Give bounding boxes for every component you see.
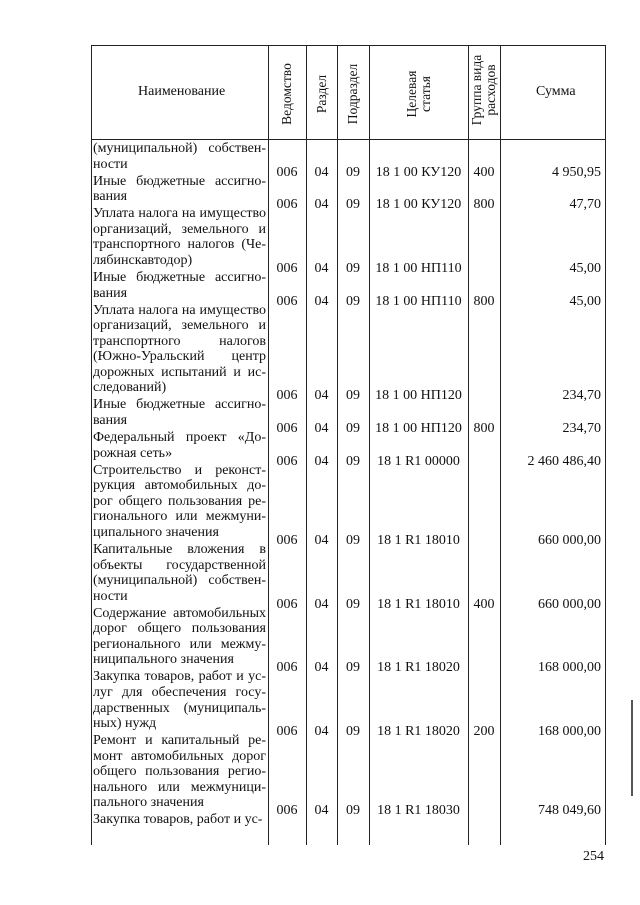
table-row-name-line: ниципального значения	[93, 652, 234, 668]
cell-razdel: 04	[314, 260, 329, 276]
cell-gruppa-vida: 800	[473, 197, 495, 213]
table-row-name-line: (муниципальной) собствен-	[93, 573, 266, 589]
cell-vedomstvo: 006	[276, 660, 298, 676]
cell-podrazdel: 09	[346, 293, 360, 309]
table-row-name-line: транспортного налогов (Че-	[93, 237, 266, 253]
table-row-name-line: лябинскавтодор)	[93, 252, 193, 268]
cell-summa: 45,00	[569, 293, 601, 309]
header-gruppa-vida-rashodov: Группа вида расходов	[469, 54, 498, 126]
cell-gruppa-vida: 400	[473, 596, 495, 612]
table-row-name-line: ности	[93, 588, 128, 604]
header-vedomstvo: Ведомство	[279, 63, 294, 125]
table-row-name-line: Иные бюджетные ассигно-	[93, 270, 266, 286]
header-podrazdel: Подраздел	[345, 63, 360, 125]
cell-vedomstvo: 006	[276, 388, 298, 404]
cell-celevaya-statya: 18 1 00 НП110	[375, 293, 462, 309]
table-column-border	[605, 45, 606, 845]
table-row-name-line: ципального значения	[93, 524, 219, 540]
table-row-name-line: дорожных испытаний и ис-	[93, 364, 266, 380]
cell-vedomstvo: 006	[276, 421, 298, 436]
cell-podrazdel: 09	[346, 197, 360, 213]
cell-summa: 168 000,00	[538, 724, 601, 740]
cell-gruppa-vida: 800	[473, 421, 495, 436]
cell-celevaya-statya: 18 1 R1 18010	[377, 596, 460, 612]
cell-podrazdel: 09	[346, 421, 360, 436]
table-row-name-line: (Южно-Уральский центр	[93, 349, 266, 365]
cell-vedomstvo: 006	[276, 803, 298, 819]
cell-summa: 234,70	[562, 388, 601, 404]
cell-razdel: 04	[314, 388, 329, 404]
cell-podrazdel: 09	[346, 388, 360, 404]
table-column-border	[91, 45, 92, 845]
page-number: 254	[583, 849, 604, 864]
cell-celevaya-statya: 18 1 00 КУ120	[375, 164, 462, 180]
table-row-name-line: следований)	[93, 380, 167, 396]
cell-summa: 4 950,95	[552, 164, 601, 180]
header-razdel: Раздел	[313, 74, 329, 114]
table-row-name-line: объекты государственной	[93, 557, 266, 573]
cell-vedomstvo: 006	[276, 164, 298, 180]
cell-summa: 660 000,00	[538, 532, 601, 548]
cell-podrazdel: 09	[346, 660, 360, 676]
cell-vedomstvo: 006	[276, 596, 298, 612]
table-row-name-line: Иные бюджетные ассигно-	[93, 397, 266, 413]
cell-celevaya-statya: 18 1 00 НП120	[375, 421, 462, 436]
cell-summa: 2 460 486,40	[527, 453, 601, 469]
cell-podrazdel: 09	[346, 724, 360, 740]
cell-celevaya-statya: 18 1 00 КУ120	[375, 197, 462, 213]
table-top-border	[91, 45, 606, 46]
cell-celevaya-statya: 18 1 R1 00000	[377, 453, 460, 469]
table-row-name-line: рог общего пользования ре-	[93, 493, 266, 509]
table-row-name-line: регионального или межму-	[93, 636, 266, 652]
table-row-name-line: Капитальные вложения в	[93, 542, 266, 558]
table-row-name-line: ности	[93, 156, 128, 172]
table-row-name-line: организаций, земельного и	[93, 221, 266, 237]
cell-gruppa-vida: 200	[473, 724, 495, 740]
table-row-name-line: Уплата налога на имущество	[93, 206, 266, 222]
table-row-name-line: монт автомобильных дорог	[93, 748, 266, 764]
scan-mark	[631, 700, 633, 796]
cell-summa: 45,00	[569, 260, 601, 276]
header-celevaya-statya: Целевая статья	[403, 70, 433, 118]
table-row-name-line: общего пользования регио-	[93, 764, 266, 780]
table-row-name-line: Федеральный проект «До-	[93, 430, 266, 446]
cell-razdel: 04	[314, 197, 329, 213]
table-row-name-line: Закупка товаров, работ и ус-	[93, 669, 266, 685]
table-row-name-line: вания	[93, 189, 128, 205]
table-row-name-line: Ремонт и капитальный ре-	[93, 733, 266, 749]
table-row-name-line: Уплата налога на имущество	[93, 302, 266, 318]
cell-razdel: 04	[314, 660, 329, 676]
cell-podrazdel: 09	[346, 453, 360, 469]
cell-celevaya-statya: 18 1 R1 18020	[377, 724, 460, 740]
cell-celevaya-statya: 18 1 00 НП120	[375, 388, 462, 404]
table-row-name-line: пального значения	[93, 795, 204, 811]
table-row-name-line: транспортного налогов	[93, 333, 266, 349]
table-row-name-line: луг для обеспечения госу-	[93, 685, 266, 701]
table-row-name-line: вания	[93, 285, 128, 301]
table-row-name-line: организаций, земельного и	[93, 318, 266, 334]
cell-vedomstvo: 006	[276, 724, 298, 740]
cell-vedomstvo: 006	[276, 260, 298, 276]
cell-razdel: 04	[314, 293, 329, 309]
table-row-name-line: гионального или межмуни-	[93, 509, 266, 525]
cell-razdel: 04	[314, 724, 329, 740]
cell-summa: 660 000,00	[538, 596, 601, 612]
table-header-border	[91, 139, 606, 140]
cell-gruppa-vida: 400	[473, 164, 495, 180]
cell-vedomstvo: 006	[276, 293, 298, 309]
table-row-name-line: Закупка товаров, работ и ус-	[93, 812, 263, 828]
cell-summa: 748 049,60	[538, 803, 601, 819]
cell-razdel: 04	[314, 453, 329, 469]
cell-podrazdel: 09	[346, 260, 360, 276]
cell-celevaya-statya: 18 1 R1 18020	[377, 660, 460, 676]
cell-razdel: 04	[314, 421, 329, 436]
cell-podrazdel: 09	[346, 532, 360, 548]
table-row-name-line: дорог общего пользования	[93, 621, 266, 637]
table-row-name-line: вания	[93, 413, 128, 428]
cell-razdel: 04	[314, 164, 329, 180]
cell-celevaya-statya: 18 1 R1 18030	[377, 803, 460, 819]
table-row-name-line: Строительство и реконст-	[93, 462, 266, 478]
header-summa: Сумма	[536, 84, 576, 99]
cell-summa: 47,70	[569, 197, 601, 213]
cell-razdel: 04	[314, 532, 329, 548]
cell-podrazdel: 09	[346, 596, 360, 612]
header-name: Наименование	[138, 84, 226, 99]
cell-vedomstvo: 006	[276, 197, 298, 213]
cell-celevaya-statya: 18 1 00 НП110	[375, 260, 462, 276]
cell-razdel: 04	[314, 596, 329, 612]
cell-summa: 234,70	[562, 421, 601, 436]
cell-vedomstvo: 006	[276, 453, 298, 469]
table-row-name-line: дарственных (муниципаль-	[93, 700, 266, 716]
cell-celevaya-statya: 18 1 R1 18010	[377, 532, 460, 548]
table-row-name-line: рожная сеть»	[93, 445, 173, 461]
cell-summa: 168 000,00	[538, 660, 601, 676]
cell-vedomstvo: 006	[276, 532, 298, 548]
table-row-name-line: ных) нужд	[93, 716, 157, 732]
table-row-name-line: Содержание автомобильных	[93, 605, 266, 621]
cell-podrazdel: 09	[346, 803, 360, 819]
table-row-name-line: (муниципальной) собствен-	[93, 141, 266, 156]
table-row-name-line: нального или межмуници-	[93, 779, 266, 795]
table-row-name-line: рукция автомобильных до-	[93, 478, 266, 494]
cell-razdel: 04	[314, 803, 329, 819]
cell-gruppa-vida: 800	[473, 293, 495, 309]
cell-podrazdel: 09	[346, 164, 360, 180]
table-row-name-line: Иные бюджетные ассигно-	[93, 173, 266, 189]
